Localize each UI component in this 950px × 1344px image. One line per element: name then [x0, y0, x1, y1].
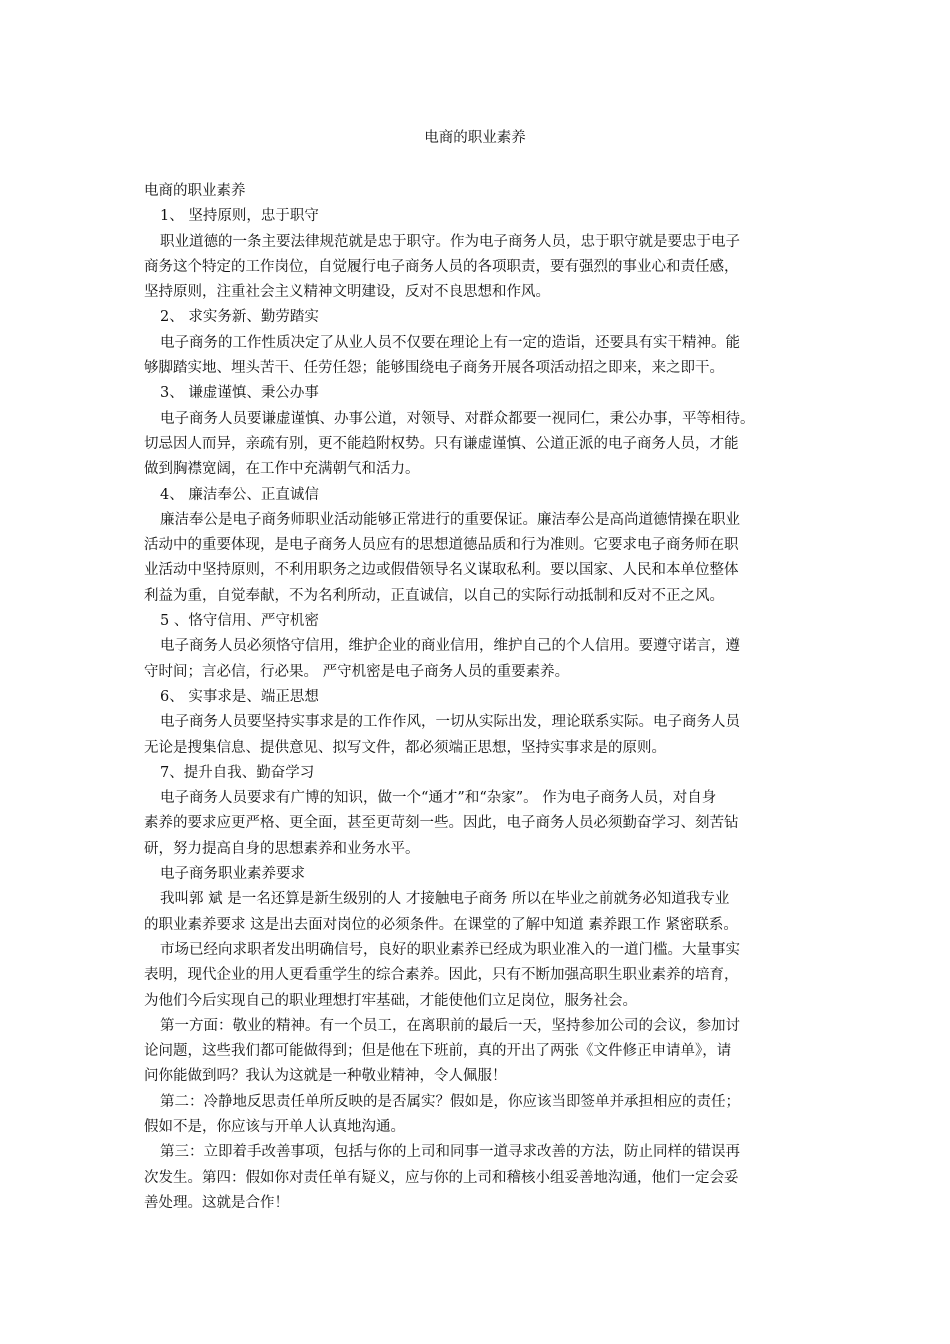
text-line: 第三：立即着手改善事项，包括与你的上司和同事一道寻求改善的方法，防止同样的错误再: [160, 1144, 740, 1161]
text-line: 商务这个特定的工作岗位，自觉履行电子商务人员的各项职责，要有强烈的事业心和责任感，: [144, 258, 739, 275]
text-line: 的职业素养要求 这是出去面对岗位的必须条件。在课堂的了解中知道 素养跟工作 紧密联系。: [144, 916, 738, 933]
text-line: 6、 实事求是、端正思想: [160, 688, 319, 705]
text-line: 2、 求实务新、勤劳踏实: [160, 309, 319, 326]
text-line: 为他们今后实现自己的职业理想打牢基础，才能使他们立足岗位，服务社会。: [144, 992, 637, 1009]
text-line: 论问题，这些我们都可能做得到；但是他在下班前，真的开出了两张《文件修正申请单》，请: [144, 1043, 732, 1060]
document-body: [144, 179, 809, 1216]
text-line: 职业道德的一条主要法律规范就是忠于职守。作为电子商务人员，忠于职守就是要忠于电子: [160, 233, 740, 250]
text-line: 表明，现代企业的用人更看重学生的综合素养。因此，只有不断加强高职生职业素养的培育，: [144, 967, 739, 984]
text-line: 坚持原则，注重社会主义精神文明建设，反对不良思想和作风。: [144, 284, 550, 301]
text-line: 做到胸襟宽阔，在工作中充满朝气和活力。: [144, 461, 420, 478]
text-line: 活动中的重要体现，是电子商务人员应有的思想道德品质和行为准则。它要求电子商务师在职: [144, 537, 739, 554]
text-line: 研，努力提高自身的思想素养和业务水平。: [144, 840, 420, 857]
text-line: 切忌因人而异，亲疏有别，更不能趋附权势。只有谦虚谨慎、公道正派的电子商务人员，才能: [144, 435, 739, 452]
text-line: 电子商务职业素养要求: [160, 866, 305, 883]
text-line: 电子商务的工作性质决定了从业人员不仅要在理论上有一定的造诣，还要具有实干精神。能: [160, 334, 740, 351]
text-line: 假如不是，你应该与开单人认真地沟通。: [144, 1118, 405, 1135]
text-line: 够脚踏实地、埋头苦干、任劳任怨；能够围绕电子商务开展各项活动招之即来，来之即干。: [144, 360, 724, 377]
text-line: 5 、恪守信用、严守机密: [160, 613, 319, 630]
text-line: 电商的职业素养: [144, 183, 246, 199]
text-line: 3、 谦虚谨慎、秉公办事: [160, 385, 319, 402]
document-title: 电商的职业素养: [424, 130, 526, 146]
text-line: 问你能做到吗？我认为这就是一种敬业精神，令人佩服！: [144, 1068, 507, 1085]
text-line: 1、 坚持原则，忠于职守: [160, 208, 319, 225]
text-line: 第一方面：敬业的精神。有一个员工，在离职前的最后一天，坚持参加公司的会议，参加讨: [160, 1017, 740, 1034]
text-line: 电子商务人员要坚持实事求是的工作作风，一切从实际出发，理论联系实际。电子商务人员: [160, 714, 740, 731]
text-line: 第二：冷静地反思责任单所反映的是否属实？假如是，你应该当即签单并承担相应的责任；: [160, 1093, 740, 1110]
text-line: 次发生。第四：假如你对责任单有疑义，应与你的上司和稽核小组妥善地沟通，他们一定会妥: [144, 1169, 739, 1186]
text-line: 无论是搜集信息、提供意见、拟写文件，都必须端正思想，坚持实事求是的原则。: [144, 739, 666, 756]
text-line: 电子商务人员要谦虚谨慎、办事公道，对领导、对群众都要一视同仁，秉公办事，平等相待。: [160, 410, 755, 427]
text-line: 业活动中坚持原则，不利用职务之边或假借领导名义谋取私利。要以国家、人民和本单位整体: [144, 562, 739, 579]
text-line: 市场已经向求职者发出明确信号，良好的职业素养已经成为职业准入的一道门槛。大量事实: [160, 941, 740, 958]
text-line: 廉洁奉公是电子商务师职业活动能够正常进行的重要保证。廉洁奉公是高尚道德情操在职业: [160, 511, 740, 528]
text-line: 电子商务人员要求有广博的知识，做一个“通才”和“杂家”。 作为电子商务人员，对自身: [160, 790, 717, 807]
text-line: 素养的要求应更严格、更全面，甚至更苛刻一些。因此，电子商务人员必须勤奋学习、刻苦钻: [144, 815, 739, 832]
text-line: 善处理。这就是合作！: [144, 1194, 289, 1211]
text-line: 利益为重，自觉奉献，不为名利所动，正直诚信，以自己的实际行动抵制和反对不正之风。: [144, 587, 724, 604]
text-line: 7、提升自我、勤奋学习: [160, 764, 315, 781]
text-line: 4、 廉洁奉公、正直诚信: [160, 486, 319, 503]
text-line: 我叫郭 斌 是一名还算是新生级别的人 才接触电子商务 所以在毕业之前就务必知道我专业: [160, 891, 730, 908]
text-line: 电子商务人员必须恪守信用，维护企业的商业信用，维护自己的个人信用。要遵守诺言，遵: [160, 638, 740, 655]
text-line: 守时间；言必信，行必果。 严守机密是电子商务人员的重要素养。: [144, 663, 570, 680]
